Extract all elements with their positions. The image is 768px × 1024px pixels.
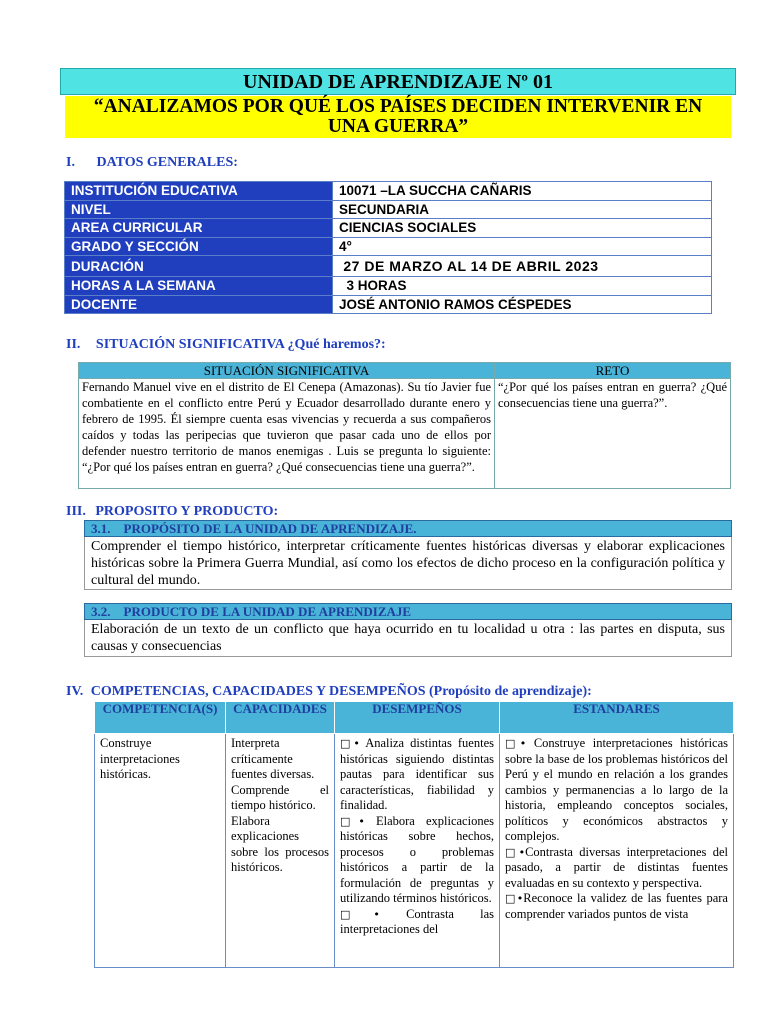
estandar-item: □•Reconoce la validez de las fuentes para comprender variados puntos de vista (505, 891, 728, 921)
field-value: 27 DE MARZO AL 14 DE ABRIL 2023 (333, 256, 712, 277)
column-header: CAPACIDADES (226, 702, 335, 734)
capacidad-item: Interpreta críticamente fuentes diversas. (231, 736, 315, 781)
unit-subtitle (65, 96, 731, 138)
section-competencias (66, 684, 592, 700)
table-row (65, 200, 712, 219)
desempeno-item: □• Analiza distintas fuentes históricas siguiendo distintas pautas para identificar sus características, fiabilidad y finalidad. (340, 736, 494, 812)
section-situacion (66, 337, 386, 353)
table-row (65, 277, 712, 296)
competencias-table (94, 701, 734, 968)
estandar-item: □• Construye interpretaciones históricas sobre la base de los problemas históricos del Perú y el mundo en relación a los grandes cambios y permanencias a lo largo de la historia, empleando conceptos sociales, políticos y económicos abstractos y complejos. (505, 736, 728, 843)
estandar-item: □•Contrasta diversas interpretaciones del pasado, a partir de distintas fuentes evaluadas en su contexto y perspectiva. (505, 844, 728, 890)
field-label: INSTITUCIÓN EDUCATIVA (65, 182, 333, 201)
field-value: SECUNDARIA (333, 200, 712, 219)
field-label: GRADO Y SECCIÓN (65, 237, 333, 256)
desempeno-item: □• Contrasta las interpretaciones del (340, 906, 495, 936)
section-datos-generales (66, 155, 238, 171)
section-number: II. (66, 337, 81, 352)
field-label: NIVEL (65, 200, 333, 219)
field-value: CIENCIAS SOCIALES (333, 219, 712, 238)
bullet-icon: □• (340, 907, 380, 921)
field-value: 4° (333, 237, 712, 256)
situacion-table (78, 362, 731, 489)
section-number: III. (66, 504, 86, 519)
field-label: AREA CURRICULAR (65, 219, 333, 238)
unit-subtitle-line1: “ANALIZAMOS POR QUÉ LOS PAÍSES DECIDEN INTERVENIR EN (93, 96, 703, 117)
column-header: COMPETENCIA(S) (95, 702, 226, 734)
section-number: IV. (66, 684, 84, 699)
proposito-text: Comprender el tiempo histórico, interpretar críticamente fuentes históricas diversas y elaborar explicaciones históricas sobre la Primera Guerra Mundial, así como los efectos de dicho proceso en la configuración política y cultural del mundo. (84, 537, 732, 590)
table-row (65, 295, 712, 314)
section-title: COMPETENCIAS, CAPACIDADES Y DESEMPEÑOS (Propósito de aprendizaje): (90, 684, 592, 699)
field-value: 10071 –LA SUCCHA CAÑARIS (333, 182, 712, 201)
section-proposito (66, 504, 278, 520)
proposito-label: 3.1. PROPÓSITO DE LA UNIDAD DE APRENDIZAJE. (84, 520, 732, 537)
field-label: DURACIÓN (65, 256, 333, 277)
capacidad-item: Comprende el tiempo histórico. (231, 782, 329, 812)
table-row (65, 256, 712, 277)
bullet-icon: □• (340, 814, 365, 828)
datos-generales-table (64, 181, 712, 314)
section-title: SITUACIÓN SIGNIFICATIVA ¿Qué haremos?: (95, 337, 386, 352)
table-row (65, 182, 712, 201)
section-title: DATOS GENERALES: (96, 155, 238, 170)
column-header: ESTANDARES (500, 702, 734, 734)
table-row (65, 237, 712, 256)
field-value: 3 HORAS (333, 277, 712, 296)
unit-title: UNIDAD DE APRENDIZAJE Nº 01 (60, 68, 736, 95)
table-row (65, 219, 712, 238)
field-value: JOSÉ ANTONIO RAMOS CÉSPEDES (333, 295, 712, 314)
bullet-icon: □• (505, 845, 526, 859)
capacidad-item: Elabora explicaciones sobre los procesos históricos. (231, 813, 329, 874)
field-label: DOCENTE (65, 295, 333, 314)
producto-label: 3.2. PRODUCTO DE LA UNIDAD DE APRENDIZAJE (84, 603, 732, 620)
unit-subtitle-line2: UNA GUERRA” (327, 116, 469, 137)
situacion-text: Fernando Manuel vive en el distrito de El Cenepa (Amazonas). Su tío Javier fue combatiente en el conflicto entre Perú y Ecuador desarrollado durante enero y febrero de 1995. Él siempre cuenta esas vivencias y recuerda a sus compañeros caídos y todas las peripecias que tuvieron que pasar cada uno de ellos por defender nuestro territorio de manos enemigas . Luis se pregunta lo siguiente: “¿Por qué los países entran en guerra? ¿Qué consecuencias tiene una guerra?”. (79, 379, 495, 489)
competencia-cell: Construye interpretaciones históricas. (95, 734, 226, 968)
column-header: DESEMPEÑOS (335, 702, 500, 734)
capacidades-cell (226, 734, 335, 968)
section-number: I. (66, 155, 75, 170)
bullet-icon: □• (340, 737, 360, 750)
bullet-icon: □• (505, 892, 524, 905)
producto-text: Elaboración de un texto de un conflicto que haya ocurrido en tu localidad u otra : las partes en disputa, sus causas y consecuencias (84, 620, 732, 657)
reto-text: “¿Por qué los países entran en guerra? ¿Qué consecuencias tiene una guerra?”. (495, 379, 731, 489)
column-header: RETO (495, 363, 731, 379)
bullet-icon: □• (505, 737, 527, 750)
section-title: PROPOSITO Y PRODUCTO: (95, 504, 279, 519)
field-label: HORAS A LA SEMANA (65, 277, 333, 296)
estandares-cell (500, 734, 734, 968)
desempeno-item: □• Elabora explicaciones históricas sobre hechos, procesos o problemas históricos a partir de la formulación de preguntas y utilizando términos históricos. (340, 813, 494, 905)
column-header: SITUACIÓN SIGNIFICATIVA (79, 363, 495, 379)
desempenos-cell (335, 734, 500, 968)
